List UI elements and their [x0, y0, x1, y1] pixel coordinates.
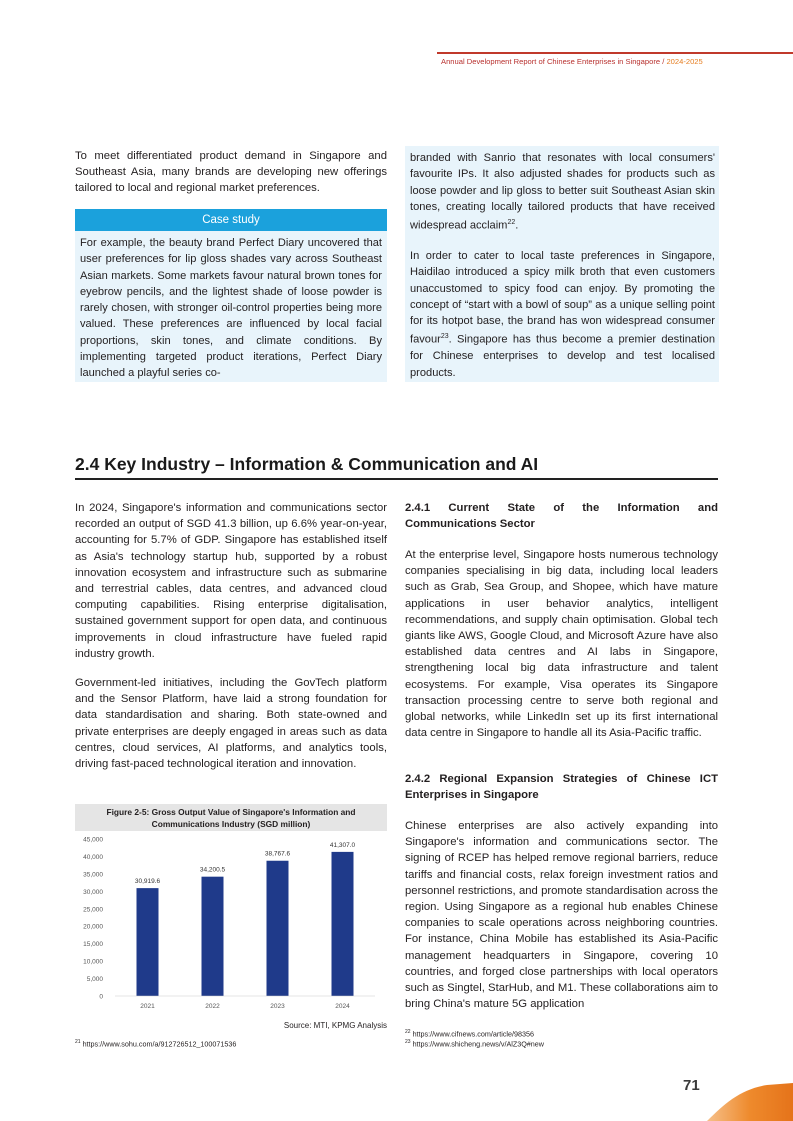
- right-paragraph-1: At the enterprise level, Singapore hosts numerous technology companies specialising in big data, including local leaders such as Grab, Sea Group, and Shopee, which have mature applications in user behavior analytics, intelligent recommendations, and supply chain optimisation. Global tech giants like AWS, Google Cloud, and Microsoft Azure have also established data centres and AI labs in Singapore, strengthening local big data infrastructure and talent ecosystems. For example, Visa operates its Singapore transaction processing centre to serve both regional and global networks, while LinkedIn set up its first international data centre in Singapore to handle all its Asia-Pacific traffic.: [405, 549, 718, 740]
- footnote-ref-23: 23: [440, 333, 449, 341]
- intro-paragraph: To meet differentiated product demand in Singapore and Southeast Asia, many brands are developing new offerings tailored to local and regional market preferences.: [75, 150, 387, 195]
- page-number: 71: [683, 1077, 700, 1094]
- bar-2021: [137, 888, 159, 996]
- case-study-continued-box: [405, 146, 719, 382]
- data-label: 30,919.6: [134, 878, 161, 886]
- y-tick-label: 20,000: [83, 923, 103, 931]
- case-study-right-paragraph-1: branded with Sanrio that resonates with local consumers' favourite IPs. It also adjusted shades for products such as loose powder and lip gloss to better suit Southeast Asian skin tones, creating locally tailored products that have received widespread acclaim$^{22}$.: [410, 152, 715, 232]
- case-study-title: Case study: [75, 209, 387, 231]
- y-tick-label: 0: [99, 993, 103, 1001]
- case-study-right-paragraph-2: In order to cater to local taste preferences in Singapore, Haidilao introduced a spicy milk broth that even customers unaccustomed to spicy food can enjoy. By promoting the concept of “start with a bowl of soup” as a unique selling point for its hotpot base, the brand has won widespread consumer favour$^{23}$. Singapore has thus become a premier destination for Chinese enterprises to develop and test localised products.: [410, 250, 715, 379]
- bar-2024: [332, 852, 354, 996]
- header-title: Annual Development Report of Chinese Enterprises in Singapore /: [441, 57, 665, 66]
- chart-title-line-1: Figure 2-5: Gross Output Value of Singapore's Information and: [106, 807, 356, 817]
- x-tick-label: 2023: [270, 1003, 285, 1010]
- chart-title-line-2: Communications Industry (SGD million): [151, 819, 311, 829]
- data-label: 41,307.0: [329, 841, 356, 849]
- bar-2023: [267, 861, 289, 996]
- section-rule: [75, 478, 718, 480]
- footnote-22: $^{22}$ https://www.cifnews.com/article/98356: [405, 1029, 535, 1039]
- chart-title: [75, 804, 387, 831]
- footnote-21: $^{21}$ https://www.sohu.com/a/912726512_100071536: [75, 1039, 237, 1049]
- footnote-23: $^{23}$ https://www.shicheng.news/v/AlZ3Q#new: [405, 1039, 544, 1049]
- footnote-ref-22: 22: [507, 219, 516, 227]
- running-header: [441, 57, 703, 66]
- y-tick-label: 5,000: [86, 976, 103, 984]
- header-rule: [437, 52, 793, 54]
- y-tick-label: 25,000: [83, 906, 103, 914]
- header-years: 2024-2025: [666, 57, 703, 66]
- subheading-2-4-2: 2.4.2 Regional Expansion Strategies of Chinese ICT Enterprises in Singapore: [405, 773, 718, 802]
- y-tick-label: 45,000: [83, 836, 103, 844]
- x-tick-label: 2022: [205, 1003, 220, 1010]
- left-paragraph-2: Government-led initiatives, including the GovTech platform and the Sensor Platform, have laid a strong foundation for data standardisation and sharing. Both state-owned and private enterprises are deeply engaged in areas such as data centres, cloud services, AI platforms, and analytics tools, driving fast-paced technological iteration and innovation.: [75, 677, 387, 771]
- corner-decoration: [707, 1081, 793, 1121]
- y-tick-label: 10,000: [83, 958, 103, 966]
- right-paragraph-2: Chinese enterprises are also actively expanding into Singapore's information and communications sector. The signing of RCEP has helped remove regional barriers, reduce tariffs and financial costs, relax foreign investment ratios and personnel restrictions, and promote standardisation across the region. Using Singapore as a regional hub enables Chinese companies to scale operations across neighboring countries. For instance, China Mobile has established its Asia-Pacific management headquarters in Singapore, covering 10 countries, and forged close partnerships with local operators such as Singtel, StarHub, and M1. These collaborations aim to bring China's mature 5G application: [405, 820, 718, 1011]
- x-tick-label: 2024: [335, 1003, 350, 1010]
- bar-chart: [75, 831, 387, 1018]
- section-title: 2.4 Key Industry – Information & Communication and AI: [75, 454, 539, 474]
- case-study-box: [75, 209, 387, 382]
- left-paragraph-1: In 2024, Singapore's information and communications sector recorded an output of SGD 41.3 billion, up 6.6% year-on-year, accounting for 5.7% of GDP. Singapore has established itself as Asia's technology startup hub, supported by a robust innovation ecosystem and infrastructure such as submarine and terrestrial cables, data centres, and advanced cloud computing capabilities. Rising enterprise digitalisation, sustained government support for open data, and continuous improvements in cloud infrastructure have fueled rapid industry growth.: [75, 502, 387, 660]
- y-tick-label: 40,000: [83, 853, 103, 861]
- chart-source: Source: MTI, KPMG Analysis: [283, 1021, 387, 1030]
- subheading-2-4-1: 2.4.1 Current State of the Information and Communications Sector: [405, 502, 718, 531]
- data-label: 34,200.5: [199, 866, 226, 874]
- y-tick-label: 15,000: [83, 941, 103, 949]
- bar-2022: [202, 877, 224, 996]
- data-label: 38,767.6: [264, 850, 291, 858]
- x-tick-label: 2021: [140, 1003, 155, 1010]
- y-tick-label: 35,000: [83, 871, 103, 879]
- figure-2-5: [75, 804, 387, 1018]
- case-study-left-text: For example, the beauty brand Perfect Diary uncovered that user preferences for lip gloss shades vary across Southeast Asian markets. Some markets favour natural brown tones for eyebrow pencils, and the lightest shade of loose powder is rarely chosen, with stronger oil-control properties being more valued. These preferences are influenced by local facial proportions, skin tones, and climate conditions. By implementing targeted product iterations, Perfect Diary launched a playful series co-: [80, 237, 382, 380]
- y-tick-label: 30,000: [83, 888, 103, 896]
